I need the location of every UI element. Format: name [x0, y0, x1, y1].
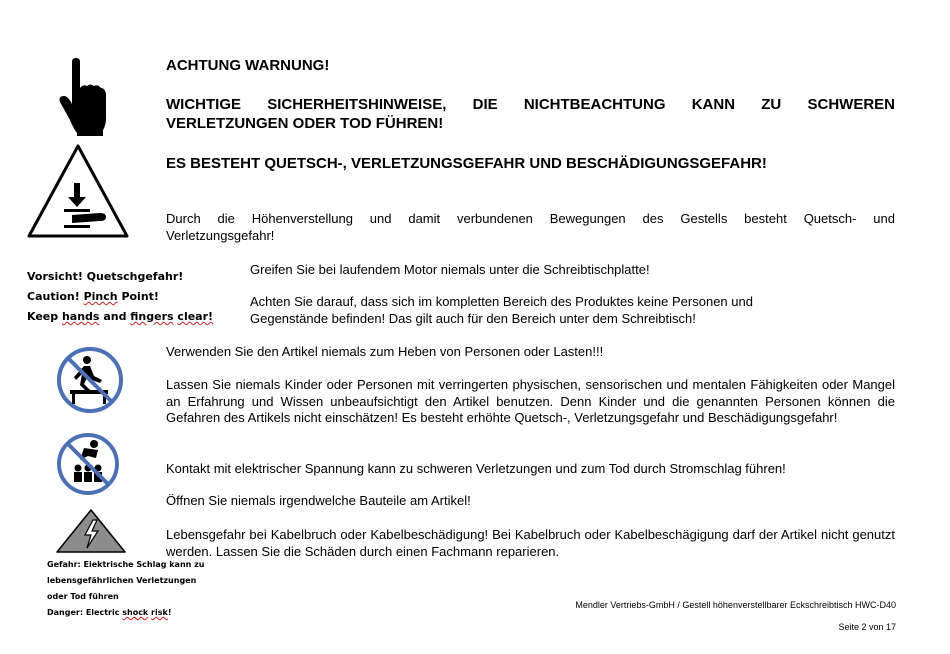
- electric-label-line1: Gefahr: Elektrische Schlag kann zu: [47, 560, 205, 569]
- electric-label-line2: lebensgefährlichen Verletzungen: [47, 576, 197, 585]
- paragraph-height-adjust-line1: Durch die Höhenverstellung und damit verbundenen Bewegungen des Gestells besteht Quetsch- und: [166, 211, 895, 226]
- heading-hazards: ES BESTEHT QUETSCH-, VERLETZUNGSGEFAHR UND BESCHÄDIGUNGSGEFAHR!: [166, 155, 767, 172]
- pointing-hand-icon: [56, 58, 112, 136]
- paragraph-electric: Kontakt mit elektrischer Spannung kann zu schweren Verletzungen und zum Tod durch Stromschlag führen!: [166, 461, 786, 476]
- paragraph-children: Lassen Sie niemals Kinder oder Personen mit verringerten physischen, sensorischen und mentalen Fähigkeiten oder Mangel an Erfahrung und Wissen unbeaufsichtigt den Artikel benutzen. Denn Kinder und die genannten Personen können die Gefahren des Artikels nicht einschätzen! Es besteht erhöhte Quetsch-, Verletzungsgefahr und Beschädigungsgefahr!: [166, 377, 895, 425]
- footer-page-number: Seite 2 von 17: [838, 622, 896, 632]
- footer-company: Mendler Vertriebs-GmbH / Gestell höhenverstellbarer Eckschreibtisch HWC-D40: [575, 600, 896, 610]
- pinch-label-group: [27, 267, 237, 327]
- electric-hazard-icon: [55, 508, 127, 554]
- paragraph-height-adjust-line2: Verletzungsgefahr!: [166, 228, 275, 243]
- paragraph-area-line2: Gegenstände befinden! Das gilt auch für den Bereich unter dem Schreibtisch!: [250, 311, 696, 326]
- heading-safety-line1: WICHTIGE SICHERHEITSHINWEISE, DIE NICHTBEACHTUNG KANN ZU SCHWEREN: [166, 96, 895, 113]
- pinch-label-de: Vorsicht! Quetschgefahr!: [27, 270, 184, 283]
- electric-label-line3: oder Tod führen: [47, 592, 119, 601]
- paragraph-open-parts: Öffnen Sie niemals irgendwelche Bauteile am Artikel!: [166, 493, 471, 508]
- no-children-icon: [54, 432, 122, 496]
- paragraph-no-lifting: Verwenden Sie den Artikel niemals zum Heben von Personen oder Lasten!!!: [166, 344, 604, 359]
- paragraph-motor: Greifen Sie bei laufendem Motor niemals unter die Schreibtischplatte!: [250, 262, 650, 277]
- electric-label-line4: Danger: Electric shock risk!: [47, 608, 172, 617]
- electric-label-group: [47, 557, 207, 621]
- heading-warning: ACHTUNG WARNUNG!: [166, 57, 330, 74]
- keep-hands-clear-label: Keep hands and fingers clear!: [27, 310, 214, 323]
- pinch-warning-icon: [26, 143, 130, 239]
- paragraph-area-line1: Achten Sie darauf, dass sich im kompletten Bereich des Produktes keine Personen und: [250, 294, 753, 309]
- heading-safety-line2: VERLETZUNGEN ODER TOD FÜHREN!: [166, 115, 444, 132]
- pinch-label-en: Caution! Pinch Point!: [27, 290, 159, 303]
- no-lifting-persons-icon: [54, 346, 126, 414]
- paragraph-cable: Lebensgefahr bei Kabelbruch oder Kabelbeschädigung! Bei Kabelbruch oder Kabelbeschägigung darf der Artikel nicht genutzt werden. Lassen Sie die Schäden durch einen Fachmann reparieren.: [166, 527, 895, 559]
